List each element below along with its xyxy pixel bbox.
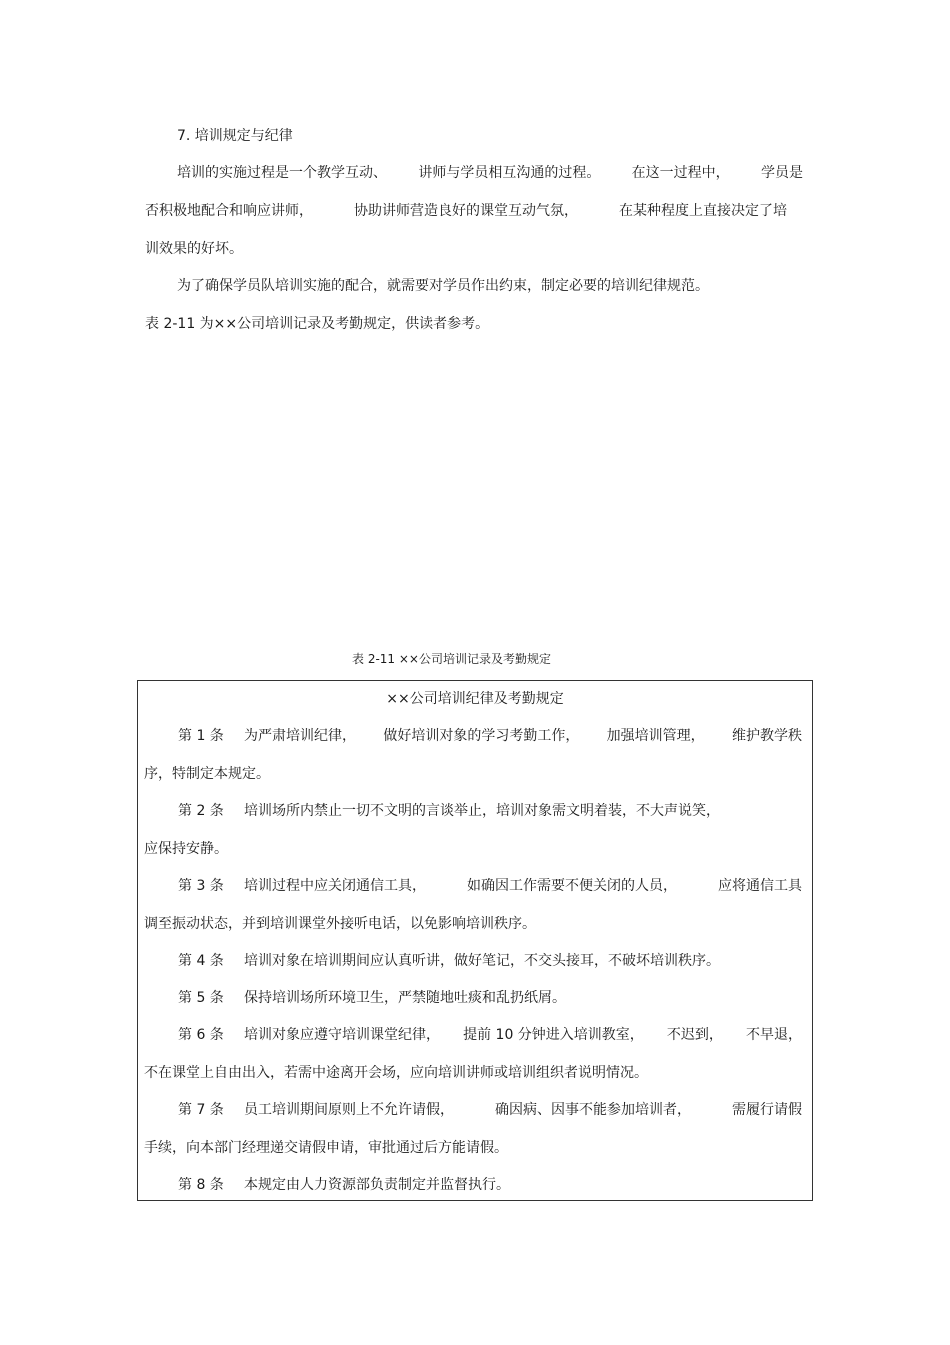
article-5 <box>178 989 566 1007</box>
article-3-continuation: 调至振动状态，并到培训课堂外接听电话，以免影响培训秩序。 <box>144 916 536 932</box>
text-fragment: 加强培训管理， <box>606 728 705 744</box>
text-fragment: 培训的实施过程是一个教学互动、 <box>177 165 387 181</box>
article-number: 第 5 条 <box>178 990 224 1006</box>
article-1-continuation: 序，特制定本规定。 <box>144 766 270 782</box>
text-fragment: 不迟到， <box>666 1027 723 1043</box>
text-fragment: 做好培训对象的学习考勤工作， <box>383 728 580 744</box>
paragraph-2: 为了确保学员队培训实施的配合，就需要对学员作出约束，制定必要的培训纪律规范。 <box>177 278 709 294</box>
article-7 <box>178 1101 802 1119</box>
article-text: 培训场所内禁止一切不文明的言谈举止，培训对象需文明着装，不大声说笑， <box>244 803 720 819</box>
article-7-continuation: 手续，向本部门经理递交请假申请，审批通过后方能请假。 <box>144 1140 508 1156</box>
article-2-continuation: 应保持安静。 <box>144 841 228 857</box>
article-number: 第 2 条 <box>178 803 224 819</box>
article-6 <box>178 1026 802 1044</box>
text-fragment: 需履行请假 <box>732 1102 802 1118</box>
text-fragment: 应将通信工具 <box>718 878 802 894</box>
text-fragment: 协助讲师营造良好的课堂互动气氛， <box>354 203 578 219</box>
article-1 <box>178 727 802 745</box>
text-fragment: 确因病、因事不能参加培训者， <box>495 1102 691 1118</box>
section-heading: 7. 培训规定与纪律 <box>177 128 293 144</box>
article-text: 本规定由人力资源部负责制定并监督执行。 <box>244 1177 510 1193</box>
paragraph-1-line-1 <box>177 164 803 182</box>
article-3 <box>178 877 802 895</box>
text-fragment: 讲师与学员相互沟通的过程。 <box>418 165 601 181</box>
text-fragment: 维护教学秩 <box>731 728 802 744</box>
rules-table <box>137 680 813 1201</box>
article-6-continuation: 不在课堂上自由出入，若需中途离开会场，应向培训讲师或培训组织者说明情况。 <box>144 1065 648 1081</box>
rules-title: ××公司培训纪律及考勤规定 <box>386 691 564 707</box>
text-fragment: 如确因工作需要不便关闭的人员， <box>467 878 677 894</box>
text-fragment: 在某种程度上直接决定了培 <box>619 203 787 219</box>
paragraph-1-line-3: 训效果的好坏。 <box>145 241 243 257</box>
article-4 <box>178 952 720 970</box>
article-number: 第 4 条 <box>178 953 224 969</box>
article-text: 保持培训场所环境卫生，严禁随地吐痰和乱扔纸屑。 <box>244 990 566 1006</box>
article-number: 第 7 条 员工培训期间原则上不允许请假， <box>178 1102 454 1118</box>
paragraph-3: 表 2-11 为××公司培训记录及考勤规定，供读者参考。 <box>145 316 490 332</box>
paragraph-1-line-2 <box>145 202 787 220</box>
article-text: 培训对象在培训期间应认真听讲，做好笔记，不交头接耳，不破坏培训秩序。 <box>244 953 720 969</box>
article-number: 第 6 条 培训对象应遵守培训课堂纪律， <box>178 1027 440 1043</box>
text-fragment: 否积极地配合和响应讲师， <box>145 203 313 219</box>
text-fragment: 在这一过程中， <box>631 165 730 181</box>
article-number: 第 3 条 培训过程中应关闭通信工具， <box>178 878 426 894</box>
text-fragment: 提前 10 分钟进入培训教室， <box>463 1027 644 1043</box>
text-fragment: 学员是 <box>760 165 803 181</box>
table-caption: 表 2-11 ××公司培训记录及考勤规定 <box>352 652 551 666</box>
text-fragment: 不早退， <box>746 1027 802 1043</box>
article-8 <box>178 1176 510 1194</box>
article-number: 第 1 条 为严肃培训纪律， <box>178 728 356 744</box>
article-number: 第 8 条 <box>178 1177 224 1193</box>
article-2 <box>178 802 720 820</box>
